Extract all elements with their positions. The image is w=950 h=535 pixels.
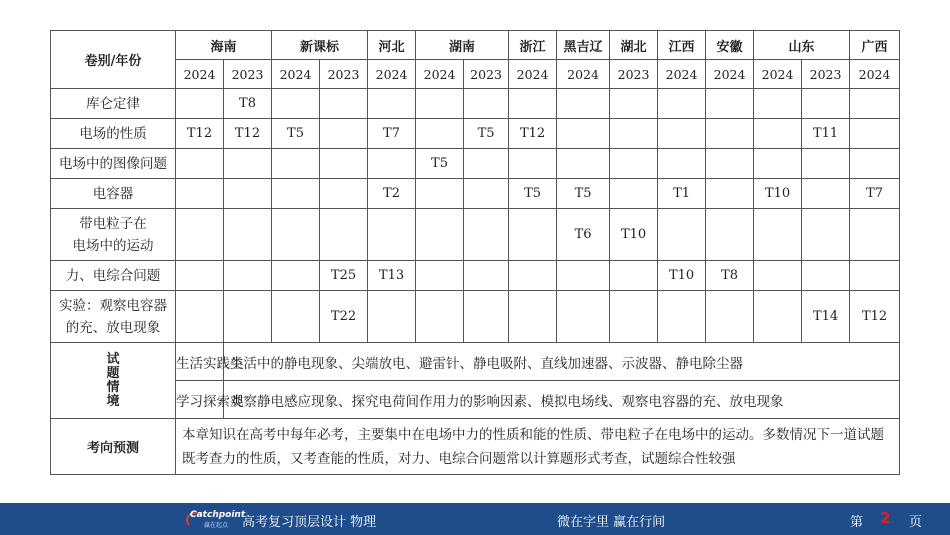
question-cell <box>754 89 802 119</box>
topic-label-line: 带电粒子在 <box>79 215 147 232</box>
topic-label <box>51 291 176 343</box>
context-type-label: 学习探索类 <box>176 381 224 419</box>
region-header: 新课标 <box>272 31 368 60</box>
year-header: 2023 <box>802 60 850 89</box>
topic-row <box>51 89 900 119</box>
question-cell: T22 <box>320 291 368 343</box>
context-description: 生活中的静电现象、尖端放电、避雷针、静电吸附、直线加速器、示波器、静电除尘器 <box>224 343 900 381</box>
question-cell <box>754 291 802 343</box>
question-cell: T11 <box>802 119 850 149</box>
question-cell <box>706 179 754 209</box>
question-cell <box>416 291 464 343</box>
question-cell: T25 <box>320 261 368 291</box>
page-suffix: 页 <box>909 515 923 530</box>
question-cell <box>509 149 557 179</box>
topic-row <box>51 291 900 343</box>
topic-row <box>51 261 900 291</box>
topic-label-line: 实验：观察电容器 <box>59 297 167 314</box>
question-cell: T12 <box>176 119 224 149</box>
question-cell <box>610 261 658 291</box>
question-cell <box>802 179 850 209</box>
topic-label-line: 电场中的运动 <box>72 237 154 254</box>
question-cell <box>416 261 464 291</box>
question-cell: T1 <box>658 179 706 209</box>
region-header: 浙江 <box>509 31 557 60</box>
year-header: 2024 <box>754 60 802 89</box>
question-cell: T8 <box>706 261 754 291</box>
corner-label: 卷别/年份 <box>51 31 176 89</box>
page-prefix: 第 <box>850 515 864 530</box>
context-row <box>51 381 900 419</box>
region-header: 黑吉辽 <box>557 31 610 60</box>
question-cell <box>176 261 224 291</box>
question-cell <box>272 179 320 209</box>
question-cell: T2 <box>368 179 416 209</box>
question-cell <box>610 119 658 149</box>
question-cell <box>509 291 557 343</box>
topic-row <box>51 119 900 149</box>
question-cell <box>658 209 706 261</box>
question-cell <box>176 89 224 119</box>
question-cell <box>610 179 658 209</box>
question-cell <box>320 179 368 209</box>
header-year-row <box>51 60 900 89</box>
question-cell <box>176 291 224 343</box>
question-cell <box>802 261 850 291</box>
question-cell <box>176 209 224 261</box>
year-header: 2024 <box>509 60 557 89</box>
question-cell <box>416 179 464 209</box>
year-header: 2024 <box>368 60 416 89</box>
question-cell <box>272 261 320 291</box>
context-category-char: 情 <box>106 379 120 395</box>
year-header: 2024 <box>272 60 320 89</box>
question-cell <box>754 261 802 291</box>
question-cell: T13 <box>368 261 416 291</box>
question-cell <box>557 291 610 343</box>
question-cell <box>610 291 658 343</box>
context-row <box>51 343 900 381</box>
question-cell <box>368 209 416 261</box>
question-cell: T10 <box>658 261 706 291</box>
question-cell: T8 <box>224 89 272 119</box>
question-cell: T12 <box>224 119 272 149</box>
context-category-char: 试 <box>106 351 120 367</box>
question-cell <box>272 149 320 179</box>
topic-label: 电场中的图像问题 <box>51 149 176 179</box>
question-cell <box>658 149 706 179</box>
region-header: 湖北 <box>610 31 658 60</box>
question-cell <box>509 261 557 291</box>
question-cell <box>416 209 464 261</box>
book-title: 高考复习顶层设计 物理 <box>242 515 377 530</box>
question-cell <box>557 119 610 149</box>
question-cell <box>224 209 272 261</box>
catchpoint-logo <box>190 510 246 529</box>
question-cell <box>754 149 802 179</box>
year-header: 2023 <box>224 60 272 89</box>
question-cell <box>658 119 706 149</box>
question-cell <box>224 261 272 291</box>
question-cell: T5 <box>464 119 509 149</box>
forecast-label: 考向预测 <box>51 419 176 475</box>
topic-label: 库仑定律 <box>51 89 176 119</box>
region-header: 河北 <box>368 31 416 60</box>
question-cell: T5 <box>416 149 464 179</box>
topic-label: 力、电综合问题 <box>51 261 176 291</box>
question-cell <box>272 89 320 119</box>
question-cell <box>706 149 754 179</box>
motto: 微在字里 赢在行间 <box>557 515 666 530</box>
region-header: 广西 <box>850 31 900 60</box>
question-cell <box>850 261 900 291</box>
question-cell <box>658 89 706 119</box>
question-cell: T10 <box>610 209 658 261</box>
topic-label-line: 的充、放电现象 <box>65 319 161 336</box>
question-cell: T5 <box>509 179 557 209</box>
question-cell <box>610 149 658 179</box>
topic-label: 电容器 <box>51 179 176 209</box>
year-header: 2023 <box>464 60 509 89</box>
question-cell: T6 <box>557 209 610 261</box>
question-cell <box>224 149 272 179</box>
forecast-row <box>51 419 900 475</box>
year-header: 2024 <box>416 60 464 89</box>
topic-label: 电场的性质 <box>51 119 176 149</box>
header-region-row <box>51 31 900 60</box>
region-header: 湖南 <box>416 31 509 60</box>
context-category-char: 题 <box>106 365 120 381</box>
year-header: 2024 <box>658 60 706 89</box>
logo-text: Catchpoint <box>190 510 246 520</box>
question-cell <box>416 119 464 149</box>
context-category <box>51 343 176 419</box>
question-cell <box>706 89 754 119</box>
question-cell <box>557 261 610 291</box>
question-cell <box>658 291 706 343</box>
question-cell <box>802 149 850 179</box>
logo-subtext: 赢在起点 <box>204 522 229 529</box>
region-header: 海南 <box>176 31 272 60</box>
forecast-text: 本章知识在高考中每年必考，主要集中在电场中力的性质和能的性质、带电粒子在电场中的运动。多数情况下一道试题既考查力的性质，又考查能的性质，对力、电综合问题常以计算题形式考查，试题综合性较强 <box>176 419 900 475</box>
region-header: 江西 <box>658 31 706 60</box>
exam-analysis-table <box>50 30 900 475</box>
topic-row <box>51 149 900 179</box>
question-cell: T14 <box>802 291 850 343</box>
page-number: 2 <box>880 509 891 527</box>
question-cell <box>320 89 368 119</box>
question-cell <box>610 89 658 119</box>
question-cell <box>464 179 509 209</box>
topic-row <box>51 209 900 261</box>
question-cell: T7 <box>368 119 416 149</box>
year-header: 2024 <box>176 60 224 89</box>
year-header: 2023 <box>610 60 658 89</box>
question-cell <box>176 149 224 179</box>
question-cell: T12 <box>850 291 900 343</box>
question-cell <box>320 119 368 149</box>
question-cell <box>802 89 850 119</box>
year-header: 2023 <box>320 60 368 89</box>
region-header: 山东 <box>754 31 850 60</box>
question-cell <box>320 149 368 179</box>
question-cell <box>509 89 557 119</box>
footer-bar <box>0 503 950 535</box>
question-cell: T10 <box>754 179 802 209</box>
question-cell <box>464 261 509 291</box>
question-cell <box>464 149 509 179</box>
question-cell <box>416 89 464 119</box>
question-cell <box>850 209 900 261</box>
question-cell <box>850 89 900 119</box>
question-cell <box>272 291 320 343</box>
question-cell <box>802 209 850 261</box>
question-cell <box>706 209 754 261</box>
question-cell <box>368 149 416 179</box>
question-cell <box>706 291 754 343</box>
region-header: 安徽 <box>706 31 754 60</box>
question-cell <box>850 149 900 179</box>
question-cell <box>464 291 509 343</box>
question-cell <box>509 209 557 261</box>
question-cell <box>224 179 272 209</box>
question-cell <box>176 179 224 209</box>
question-cell <box>368 291 416 343</box>
context-description: 观察静电感应现象、探究电荷间作用力的影响因素、模拟电场线、观察电容器的充、放电现象 <box>224 381 900 419</box>
question-cell <box>320 209 368 261</box>
year-header: 2024 <box>557 60 610 89</box>
year-header: 2024 <box>706 60 754 89</box>
question-cell <box>754 119 802 149</box>
question-cell: T5 <box>272 119 320 149</box>
topic-label <box>51 209 176 261</box>
topic-row <box>51 179 900 209</box>
question-cell <box>224 291 272 343</box>
question-cell <box>368 89 416 119</box>
question-cell <box>557 89 610 119</box>
question-cell <box>557 149 610 179</box>
question-cell <box>464 209 509 261</box>
question-cell <box>850 119 900 149</box>
context-category-char: 境 <box>106 393 120 409</box>
context-type-label: 生活实践类 <box>176 343 224 381</box>
question-cell: T12 <box>509 119 557 149</box>
question-cell <box>464 89 509 119</box>
question-cell <box>754 209 802 261</box>
question-cell <box>706 119 754 149</box>
question-cell: T5 <box>557 179 610 209</box>
question-cell: T7 <box>850 179 900 209</box>
year-header: 2024 <box>850 60 900 89</box>
question-cell <box>272 209 320 261</box>
